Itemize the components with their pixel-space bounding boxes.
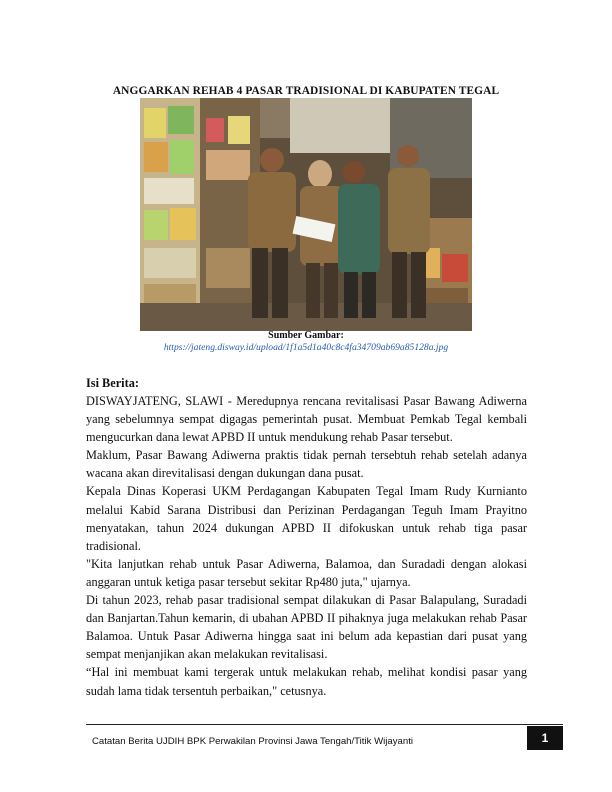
paragraph: Kepala Dinas Koperasi UKM Perdagangan Kabupaten Tegal Imam Rudy Kurnianto melalui Kabid Sarana Distribusi dan Perizinan Perdagangan Teguh Imam Prayitno menyatakan, tahun 2024 dukungan APBD II difokuskan untuk rehab tiga pasar tradisional. [86,484,527,553]
article-body [86,392,527,700]
footer-divider [86,724,563,725]
paragraph: “Hal ini membuat kami tergerak untuk melakukan rehab, melihat kondisi pasar yang sudah lama tidak tersentuh perbaikan," cetusnya. [86,665,527,698]
paragraph: DISWAYJATENG, SLAWI - Meredupnya rencana revitalisasi Pasar Bawang Adiwerna yang sebelumnya sempat digagas pemerintah pusat. Membuat Pemkab Tegal kembali mengucurkan dana lewat APBD II untuk mendukung rehab Pasar tersebut. [86,394,527,445]
image-source-label: Sumber Gambar: [268,330,344,341]
paragraph: "Kita lanjutkan rehab untuk Pasar Adiwerna, Balamoa, dan Suradadi dengan alokasi anggaran untuk ketiga pasar tersebut sekitar Rp480 juta," ujarnya. [86,556,527,589]
image-source-link[interactable]: https://jateng.disway.id/upload/1f1a5d1a40c8c4fa34709ab69a85128a.jpg [163,342,449,353]
page-number: 1 [527,726,563,750]
paragraph: Maklum, Pasar Bawang Adiwerna praktis tidak pernah tersebtuh rehab setelah adanya wacana akan direvitalisasi dengan dukungan dana pusat. [86,448,527,481]
news-photo [140,98,472,331]
footer-text: Catatan Berita UJDIH BPK Perwakilan Provinsi Jawa Tengah/Titik Wijayanti [92,736,413,747]
article-title: ANGGARKAN REHAB 4 PASAR TRADISIONAL DI KABUPATEN TEGAL [112,85,500,97]
section-heading: Isi Berita: [86,376,139,390]
paragraph: Di tahun 2023, rehab pasar tradisional sempat dilakukan di Pasar Balapulang, Suradadi dan Banjartan.Tahun kemarin, di ubahan APBD II pihaknya juga melakukan rehab Pasar Balamoa. Untuk Pasar Adiwerna hingga saat ini belum ada kepastian dari pusat yang sempat menjanjikan akan melakukan revitalisasi. [86,593,527,662]
